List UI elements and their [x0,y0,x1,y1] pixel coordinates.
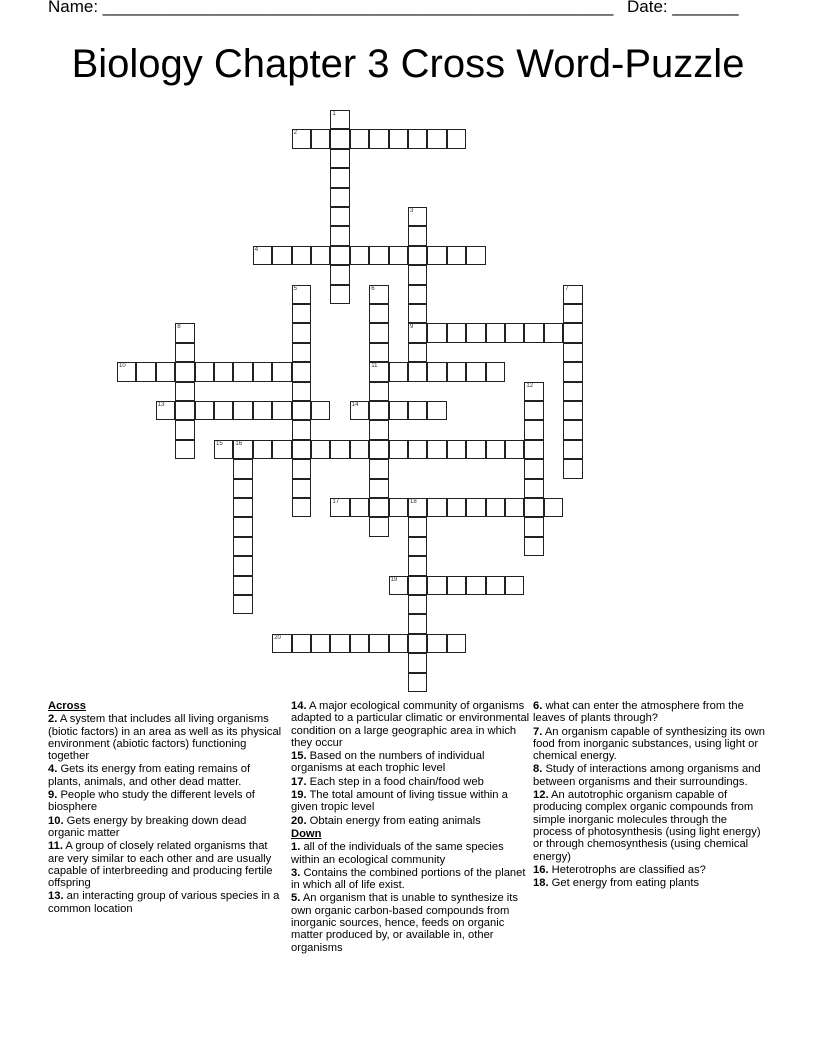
crossword-cell[interactable] [330,149,349,168]
clue-number: 19. [291,789,307,802]
crossword-cell[interactable] [350,401,369,420]
crossword-cell[interactable] [175,343,194,362]
crossword-cell[interactable] [466,576,485,595]
crossword-cell[interactable] [330,129,349,148]
crossword-cell[interactable] [272,362,291,381]
crossword-cell[interactable] [408,323,427,342]
crossword-cell[interactable] [408,304,427,323]
clue-text: Obtain energy from eating animals [306,814,481,827]
crossword-cell[interactable] [408,285,427,304]
crossword-cell[interactable] [117,362,136,381]
crossword-cell[interactable] [408,614,427,633]
crossword-cell[interactable] [505,576,524,595]
clue-item [533,877,768,889]
crossword-cell[interactable] [233,362,252,381]
crossword-cell[interactable] [330,207,349,226]
clue-text: Heterotrophs are classified as? [548,863,706,876]
crossword-cell[interactable] [447,323,466,342]
crossword-cell[interactable] [292,285,311,304]
crossword-cell[interactable] [563,440,582,459]
clue-text: an interacting group of various species in a common location [48,890,280,915]
crossword-cell[interactable] [292,304,311,323]
crossword-cell[interactable] [447,246,466,265]
clue-number: 3. [291,866,301,879]
clue-number: 13. [48,890,64,903]
crossword-cell[interactable] [389,498,408,517]
crossword-cell[interactable] [427,634,446,653]
crossword-cell[interactable] [466,323,485,342]
crossword-cell[interactable] [563,304,582,323]
crossword-cell[interactable] [447,576,466,595]
clue-number: 14. [291,700,307,712]
clue-number: 6. [533,700,543,712]
crossword-cell[interactable] [292,440,311,459]
crossword-cell[interactable] [369,382,388,401]
clue-number: 15 [216,440,223,447]
crossword-cell[interactable] [330,168,349,187]
crossword-cell[interactable] [447,440,466,459]
crossword-cell[interactable] [524,440,543,459]
crossword-cell[interactable] [233,401,252,420]
clue-item [533,864,768,876]
clue-number: 18 [410,499,417,505]
clue-number: 18. [533,877,549,890]
crossword-cell[interactable] [427,129,446,148]
crossword-cell[interactable] [330,265,349,284]
crossword-cell[interactable] [292,129,311,148]
crossword-cell[interactable] [447,634,466,653]
clues-column-1 [48,700,283,916]
crossword-cell[interactable] [330,634,349,653]
crossword-cell[interactable] [350,498,369,517]
clue-number: 17 [332,499,340,505]
crossword-cell[interactable] [292,498,311,517]
crossword-cell[interactable] [563,382,582,401]
crossword-cell[interactable] [233,576,252,595]
crossword-cell[interactable] [214,401,233,420]
crossword-cell[interactable] [272,246,291,265]
crossword-cell[interactable] [292,459,311,478]
page-title: Biology Chapter 3 Cross Word-Puzzle [71,42,745,86]
crossword-cell[interactable] [233,498,252,517]
crossword-cell[interactable] [233,556,252,575]
crossword-cell[interactable] [136,362,155,381]
clue-number: 9. [48,789,58,802]
clue-item [48,815,283,840]
crossword-cell[interactable] [369,459,388,478]
crossword-cell[interactable] [369,246,388,265]
crossword-cell[interactable] [369,498,388,517]
clue-number: 17. [291,775,307,788]
crossword-cell[interactable] [486,498,505,517]
crossword-cell[interactable] [175,401,194,420]
clue-item [48,840,283,889]
crossword-cell[interactable] [524,420,543,439]
crossword-cell[interactable] [389,362,408,381]
crossword-cell[interactable] [175,323,194,342]
crossword-cell[interactable] [311,634,330,653]
crossword-cell[interactable] [408,207,427,226]
clue-number: 13 [157,402,165,408]
crossword-cell[interactable] [408,362,427,381]
clue-number: 11. [48,840,63,853]
crossword-cell[interactable] [427,401,446,420]
clue-item [48,789,283,814]
crossword-cell[interactable] [563,401,582,420]
clue-number: 7. [533,725,543,738]
clue-item [291,841,531,866]
crossword-cell[interactable] [466,440,485,459]
clue-item [291,776,531,788]
crossword-cell[interactable] [330,440,349,459]
clue-item [533,763,768,788]
crossword-cell[interactable] [524,323,543,342]
crossword-cell[interactable] [369,517,388,536]
clue-number: 3 [410,208,414,214]
clue-text: Based on the numbers of individual organisms at each trophic level [291,750,485,775]
crossword-cell[interactable] [408,129,427,148]
clue-item [48,713,283,762]
clue-number: 5 [293,285,297,292]
clue-number: 9 [410,324,414,331]
down-heading: Down [291,827,322,840]
date-field-label: Date: _______ [627,0,739,16]
crossword-cell[interactable] [505,498,524,517]
crossword-cell[interactable] [408,595,427,614]
crossword-cell[interactable] [408,537,427,556]
name-field-label: Name: ______________________________________________________ [48,0,614,16]
crossword-cell[interactable] [369,323,388,342]
crossword-cell[interactable] [408,673,427,692]
crossword-cell[interactable] [292,401,311,420]
crossword-cell[interactable] [524,517,543,536]
crossword-cell[interactable] [524,479,543,498]
crossword-cell[interactable] [408,517,427,536]
crossword-cell[interactable] [292,634,311,653]
crossword-cell[interactable] [369,343,388,362]
crossword-cell[interactable] [505,440,524,459]
crossword-cell[interactable] [486,440,505,459]
crossword-cell[interactable] [292,323,311,342]
clue-text: A system that includes all living organisms (biotic factors) in an area as well as its physical environment (abiotic factors) functioning together [48,713,282,763]
crossword-cell[interactable] [524,401,543,420]
clue-number: 14 [351,402,359,408]
crossword-cell[interactable] [292,246,311,265]
crossword-cell[interactable] [233,459,252,478]
crossword-cell[interactable] [466,362,485,381]
clue-text: An organism that is unable to synthesize its own organic carbon-based compounds from inorganic sources, hence, feeds on organic matter produced by, or available in, other organisms [291,892,518,954]
crossword-cell[interactable] [486,362,505,381]
crossword-cell[interactable] [427,246,446,265]
crossword-cell[interactable] [389,440,408,459]
crossword-cell[interactable] [253,246,272,265]
crossword-cell[interactable] [408,226,427,245]
crossword-cell[interactable] [544,498,563,517]
crossword-cell[interactable] [330,285,349,304]
clue-text: People who study the different levels of biosphere [48,789,255,814]
crossword-cell[interactable] [427,323,446,342]
clue-number: 5. [291,892,301,905]
crossword-cell[interactable] [447,498,466,517]
crossword-cell[interactable] [156,362,175,381]
crossword-cell[interactable] [408,634,427,653]
crossword-cell[interactable] [408,498,427,517]
clue-item [291,789,531,814]
crossword-cell[interactable] [427,498,446,517]
crossword-cell[interactable] [408,653,427,672]
crossword-cell[interactable] [311,440,330,459]
crossword-cell[interactable] [253,440,272,459]
crossword-cell[interactable] [524,382,543,401]
crossword-cell[interactable] [292,382,311,401]
crossword-cell[interactable] [311,401,330,420]
clue-item [533,700,768,725]
crossword-cell[interactable] [175,440,194,459]
crossword-cell[interactable] [272,440,291,459]
crossword-cell[interactable] [389,129,408,148]
clue-text: Gets its energy from eating remains of plants, animals, and other dead matter. [48,763,251,788]
crossword-cell[interactable] [408,246,427,265]
crossword-cell[interactable] [369,634,388,653]
crossword-cell[interactable] [330,188,349,207]
clue-number: 16. [533,863,549,876]
clue-number: 7 [565,285,569,292]
crossword-cell[interactable] [408,343,427,362]
crossword-cell[interactable] [408,556,427,575]
crossword-cell[interactable] [369,285,388,304]
crossword-cell[interactable] [195,401,214,420]
crossword-cell[interactable] [389,246,408,265]
crossword-cell[interactable] [447,129,466,148]
crossword-cell[interactable] [330,498,349,517]
crossword-cell[interactable] [563,343,582,362]
clue-number: 19 [390,576,398,583]
clue-text: Study of interactions among organisms and between organisms and their surroundings. [533,763,761,788]
crossword-cell[interactable] [369,304,388,323]
clue-number: 11 [371,363,378,370]
crossword-cell[interactable] [292,420,311,439]
crossword-cell[interactable] [408,576,427,595]
clue-number: 10. [48,814,64,827]
crossword-cell[interactable] [330,246,349,265]
clue-number: 16 [235,440,243,447]
clue-item [291,815,531,827]
crossword-cell[interactable] [195,362,214,381]
crossword-cell[interactable] [427,440,446,459]
across-heading: Across [48,700,86,712]
crossword-cell[interactable] [563,459,582,478]
clue-item [48,890,283,915]
clue-text: An organism capable of synthesizing its own food from inorganic substances, using light or chemical energy. [533,725,765,763]
crossword-cell[interactable] [427,362,446,381]
crossword-cell[interactable] [427,576,446,595]
crossword-cell[interactable] [233,537,252,556]
crossword-cell[interactable] [408,265,427,284]
clue-text: A major ecological community of organisms adapted to a particular climatic or environmental condition on a large geographic area in which they occur [291,700,530,749]
clue-text: all of the individuals of the same species within an ecological community [291,841,504,866]
clue-item [291,892,531,953]
clue-number: 12. [533,789,549,802]
crossword-cell[interactable] [563,420,582,439]
clue-number: 1. [291,841,301,854]
crossword-cell[interactable] [524,537,543,556]
clue-item [48,763,283,788]
crossword-cell[interactable] [369,479,388,498]
crossword-cell[interactable] [369,420,388,439]
crossword-cell[interactable] [369,401,388,420]
crossword-cell[interactable] [524,459,543,478]
crossword-cell[interactable] [389,634,408,653]
crossword-cell[interactable] [311,129,330,148]
crossword-cell[interactable] [350,440,369,459]
clue-item [533,726,768,763]
crossword-cell[interactable] [544,323,563,342]
crossword-cell[interactable] [253,362,272,381]
crossword-cell[interactable] [447,362,466,381]
clue-number: 8. [533,763,543,776]
crossword-cell[interactable] [389,401,408,420]
clue-number: 12 [526,382,534,389]
crossword-cell[interactable] [466,246,485,265]
clue-number: 6 [371,285,375,292]
crossword-cell[interactable] [408,401,427,420]
clue-number: 20. [291,814,307,827]
crossword-cell[interactable] [175,382,194,401]
crossword-cell[interactable] [563,362,582,381]
crossword-cell[interactable] [330,226,349,245]
crossword-cell[interactable] [350,129,369,148]
crossword-cell[interactable] [369,440,388,459]
clue-item [291,700,531,749]
clue-text: An autotrophic organism capable of producing complex organic compounds from simple inorganic molecules through the process of photosynthesis (using light energy) or through chemosynthesis (using chemical energy) [533,789,761,863]
crossword-cell[interactable] [233,440,252,459]
crossword-cell[interactable] [292,479,311,498]
clue-text: Gets energy by breaking down dead organic matter [48,814,247,839]
crossword-cell[interactable] [466,498,485,517]
clue-number: 1 [332,111,336,117]
crossword-cell[interactable] [563,285,582,304]
clue-text: Each step in a food chain/food web [306,775,484,788]
clue-item [291,750,531,775]
crossword-cell[interactable] [524,498,543,517]
crossword-cell[interactable] [563,323,582,342]
clues-column-3 [533,700,768,890]
crossword-cell[interactable] [156,401,175,420]
clue-text: Get energy from eating plants [548,877,700,890]
crossword-cell[interactable] [253,401,272,420]
crossword-cell[interactable] [175,420,194,439]
crossword-cell[interactable] [272,634,291,653]
clue-text: A group of closely related organisms that are very similar to each other and are usually capable of interbreeding and producing fertile offspring [48,840,273,890]
clue-number: 4. [48,763,58,776]
clue-number: 4 [254,246,259,253]
crossword-cell[interactable] [272,401,291,420]
clue-number: 8 [177,324,181,331]
crossword-cell[interactable] [214,440,233,459]
clue-text: Contains the combined portions of the planet in which all of life exist. [291,866,526,892]
clue-item [533,789,768,863]
clue-number: 2. [48,713,58,726]
clues-column-2 [291,700,531,955]
clue-number: 10 [119,363,126,370]
crossword-cell[interactable] [233,517,252,536]
clue-number: 2 [293,130,297,137]
clue-number: 15. [291,750,307,763]
crossword-cell[interactable] [311,246,330,265]
crossword-cell[interactable] [350,634,369,653]
crossword-cell[interactable] [369,362,388,381]
crossword-cell[interactable] [292,343,311,362]
clue-text: The total amount of living tissue within a given tropic level [291,789,508,814]
crossword-cell[interactable] [408,440,427,459]
crossword-cell[interactable] [292,362,311,381]
crossword-cell[interactable] [233,595,252,614]
crossword-cell[interactable] [233,479,252,498]
clue-text: what can enter the atmosphere from the leaves of plants through? [533,700,744,725]
crossword-cell[interactable] [214,362,233,381]
crossword-cell[interactable] [389,576,408,595]
crossword-cell[interactable] [175,362,194,381]
crossword-cell[interactable] [486,576,505,595]
crossword-cell[interactable] [486,323,505,342]
clue-item [291,867,531,892]
crossword-cell[interactable] [350,246,369,265]
crossword-cell[interactable] [505,323,524,342]
crossword-cell[interactable] [369,129,388,148]
crossword-cell[interactable] [330,110,349,129]
clue-number: 20 [274,634,281,641]
